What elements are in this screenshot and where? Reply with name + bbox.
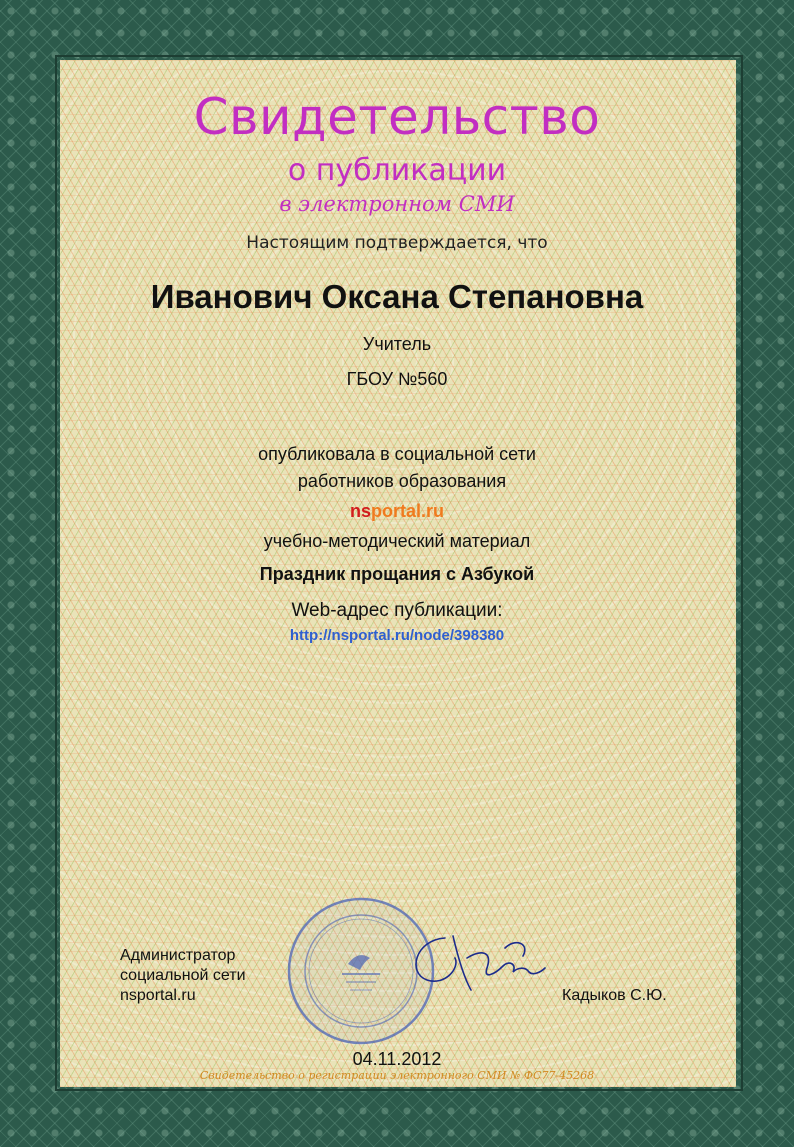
administrator-block [120,946,246,1006]
admin-line-3: nsportal.ru [120,987,196,1004]
admin-line-2: социальной сети [120,967,246,984]
web-address-link[interactable]: http://nsportal.ru/node/398380 [289,627,505,644]
site-prefix: ns [349,501,371,521]
signer-name: Кадыков С.Ю. [562,987,667,1004]
material-title: Праздник прощания с Азбукой [259,564,535,584]
signature-mark [405,928,570,998]
recipient-name: Иванович Оксана Степановна [150,278,644,315]
site-name [0,501,794,522]
confirmation-text: Настоящим подтверждается, что [246,233,548,253]
web-address-label: Web-адрес публикации: [291,600,503,621]
certificate-subtitle: о публикации [287,153,507,188]
registration-note: Свидетельство о регистрации электронного СМИ № ФС77-45268 [199,1069,595,1082]
certificate-title: Свидетельство [193,88,601,146]
recipient-position: Учитель [362,334,432,354]
media-type: в электронном СМИ [279,192,515,216]
published-line-1: опубликовала в социальной сети [258,444,536,464]
admin-line-1: Администратор [120,947,236,964]
site-suffix: portal.ru [371,501,445,521]
recipient-organization: ГБОУ №560 [346,369,448,389]
material-type: учебно-методический материал [263,531,531,551]
published-line-2: работников образования [297,471,507,491]
issue-date: 04.11.2012 [352,1049,442,1069]
